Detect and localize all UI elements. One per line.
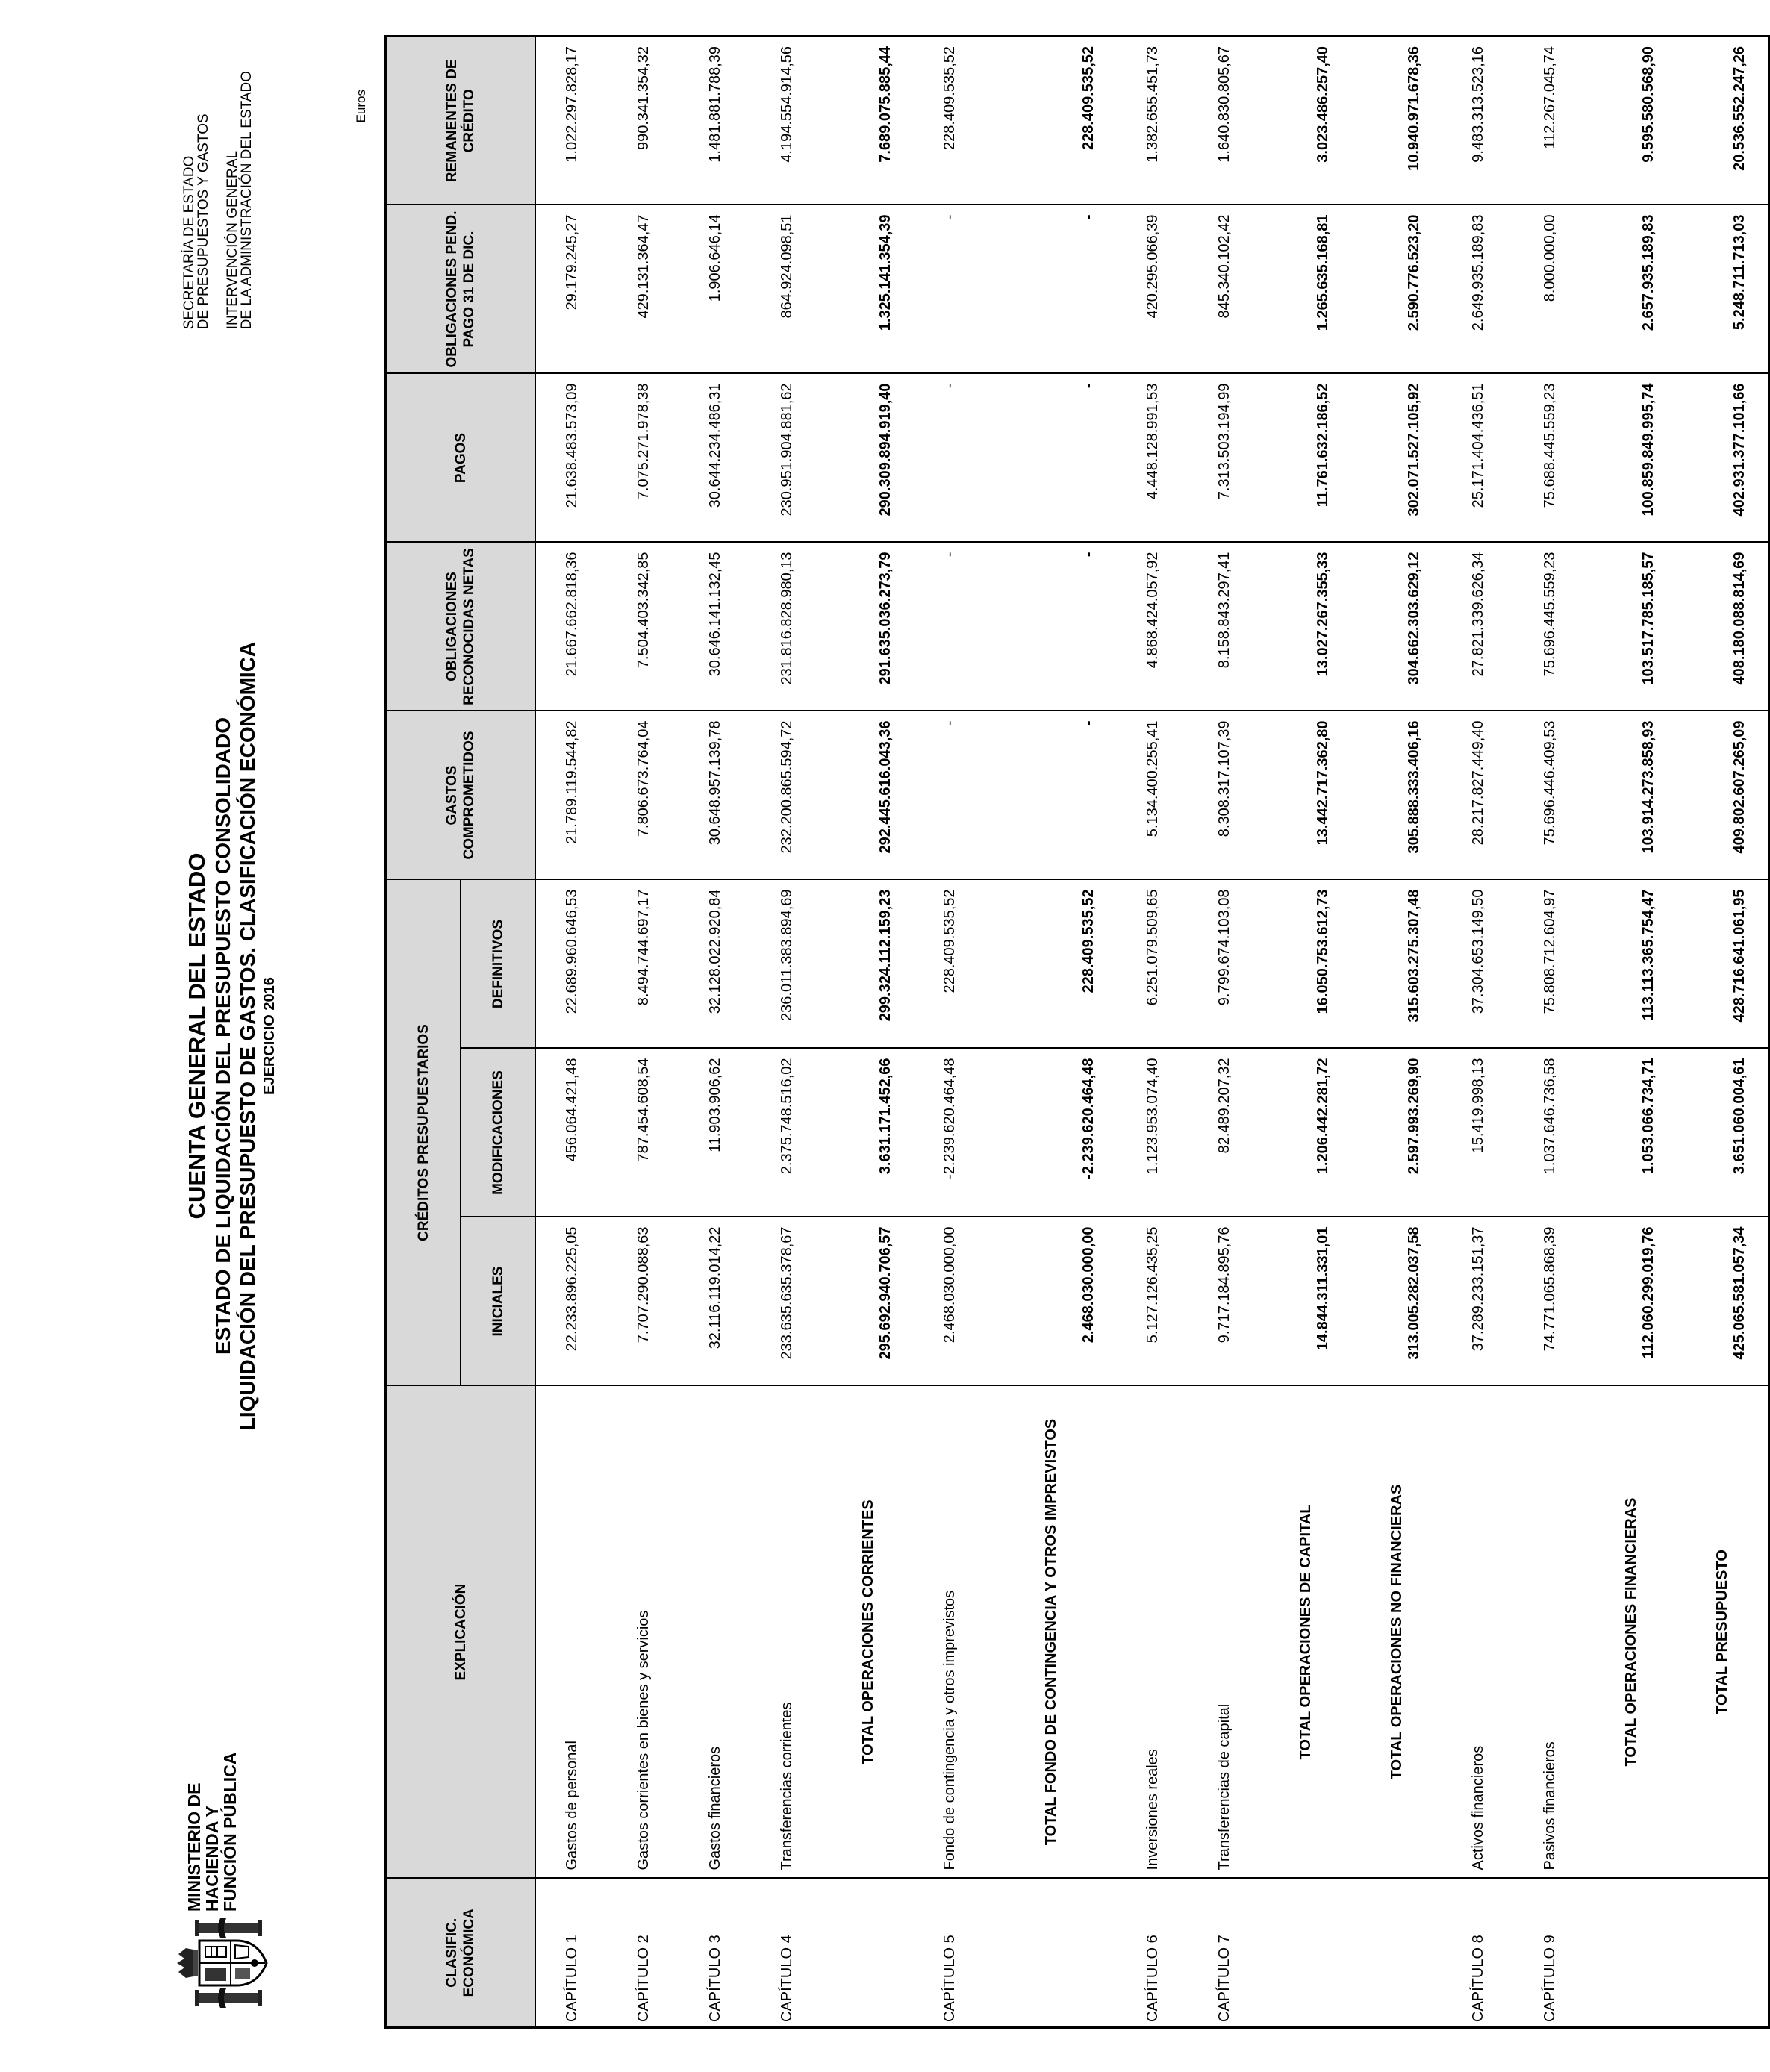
cell-modificaciones: 1.123.953.074,40 [1117, 1049, 1188, 1217]
cell-modificaciones: 3.651.060.004,61 [1677, 1049, 1769, 1217]
table-body [535, 37, 1769, 2028]
cell-gastos: 13.442.717.362,80 [1260, 711, 1351, 880]
table-row [608, 37, 679, 2028]
ministry-line: HACIENDA Y [202, 1806, 222, 1912]
cell-pendientes: 1.325.141.354,39 [823, 205, 914, 374]
cell-modificaciones: 2.597.993.269,90 [1351, 1049, 1442, 1217]
cell-definitivos: 299.324.112.159,23 [823, 880, 914, 1049]
cell-gastos: 292.445.616.043,36 [823, 711, 914, 880]
cell-gastos: 103.914.273.858,93 [1586, 711, 1677, 880]
cell-pagos: 290.309.894.919,40 [823, 374, 914, 543]
issuing-office [182, 71, 254, 329]
budget-liquidation-table [384, 35, 1770, 2029]
cell-exp: Transferencias de capital [1188, 1386, 1260, 1879]
cell-iniciales: 5.127.126.435,25 [1117, 1217, 1188, 1386]
cell-pendientes: 1.265.635.168,81 [1260, 205, 1351, 374]
cell-exp: Gastos de personal [535, 1386, 608, 1879]
cell-modificaciones: 1.206.442.281,72 [1260, 1049, 1351, 1217]
title-line-1: CUENTA GENERAL DEL ESTADO [184, 852, 210, 1220]
ministry-line: FUNCIÓN PÚBLICA [220, 1752, 240, 1912]
cell-modificaciones: 1.053.066.734,71 [1586, 1049, 1677, 1217]
cell-iniciales: 74.771.065.868,39 [1514, 1217, 1586, 1386]
cell-exp: Inversiones reales [1117, 1386, 1188, 1879]
cell-pagos: 230.951.904.881,62 [751, 374, 823, 543]
cell-exp: TOTAL OPERACIONES NO FINANCIERAS [1351, 1386, 1442, 1879]
cell-modificaciones: 3.631.171.452,66 [823, 1049, 914, 1217]
cell-gastos: 5.134.400.255,41 [1117, 711, 1188, 880]
cell-remanentes: 1.022.297.828,17 [535, 37, 608, 205]
cell-obligaciones: 13.027.267.355,33 [1260, 543, 1351, 711]
cell-pagos: 4.448.128.991,53 [1117, 374, 1188, 543]
table-row [535, 37, 608, 2028]
cell-iniciales: 32.116.119.014,22 [679, 1217, 751, 1386]
cell-pendientes: 5.248.711.713,03 [1677, 205, 1769, 374]
cell-clas [985, 1879, 1117, 2028]
header-iniciales: INICIALES [461, 1217, 535, 1386]
cell-pendientes: 2.590.776.523,20 [1351, 205, 1442, 374]
total-row [1260, 37, 1351, 2028]
units-label: Euros [354, 90, 368, 123]
cell-gastos: - [985, 711, 1117, 880]
table-row [914, 37, 985, 2028]
cell-clas: CAPÍTULO 3 [679, 1879, 751, 2028]
table-row [679, 37, 751, 2028]
cell-gastos: 75.696.446.409,53 [1514, 711, 1586, 880]
cell-remanentes: 228.409.535,52 [985, 37, 1117, 205]
cell-pendientes: - [914, 205, 985, 374]
cell-remanentes: 112.267.045,74 [1514, 37, 1586, 205]
cell-iniciales: 22.233.896.225,05 [535, 1217, 608, 1386]
cell-exp: Gastos financieros [679, 1386, 751, 1879]
cell-exp: Fondo de contingencia y otros imprevistos [914, 1386, 985, 1879]
header-remanentes: REMANENTES DE CRÉDITO [386, 37, 536, 205]
total-row [1586, 37, 1677, 2028]
table-row [1442, 37, 1514, 2028]
table-row [1514, 37, 1586, 2028]
cell-clas [823, 1879, 914, 2028]
cell-pagos: 7.075.271.978,38 [608, 374, 679, 543]
cell-clas: CAPÍTULO 6 [1117, 1879, 1188, 2028]
cell-pendientes: 1.906.646,14 [679, 205, 751, 374]
cell-definitivos: 9.799.674.103,08 [1188, 880, 1260, 1049]
cell-obligaciones: 408.180.088.814,69 [1677, 543, 1769, 711]
header-modificaciones: MODIFICACIONES [461, 1049, 535, 1217]
cell-definitivos: 228.409.535,52 [914, 880, 985, 1049]
title-line-3: LIQUIDACIÓN DEL PRESUPUESTO DE GASTOS. CLASIFICACIÓN ECONÓMICA [236, 641, 259, 1431]
cell-clas [1586, 1879, 1677, 2028]
cell-gastos: 7.806.673.764,04 [608, 711, 679, 880]
cell-definitivos: 428.716.641.061,95 [1677, 880, 1769, 1049]
cell-definitivos: 75.808.712.604,97 [1514, 880, 1586, 1049]
cell-iniciales: 233.635.635.378,67 [751, 1217, 823, 1386]
cell-iniciales: 37.289.233.151,37 [1442, 1217, 1514, 1386]
cell-definitivos: 113.113.365.754,47 [1586, 880, 1677, 1049]
cell-gastos: 409.802.607.265,09 [1677, 711, 1769, 880]
cell-clas [1351, 1879, 1442, 2028]
cell-exp: TOTAL PRESUPUESTO [1677, 1386, 1769, 1879]
cell-modificaciones: 456.064.421,48 [535, 1049, 608, 1217]
cell-remanentes: 3.023.486.257,40 [1260, 37, 1351, 205]
cell-definitivos: 16.050.753.612,73 [1260, 880, 1351, 1049]
cell-obligaciones: 304.662.303.629,12 [1351, 543, 1442, 711]
cell-definitivos: 236.011.383.894,69 [751, 880, 823, 1049]
header-creditos-group: CRÉDITOS PRESUPUESTARIOS [386, 880, 461, 1386]
cell-obligaciones: - [914, 543, 985, 711]
cell-clas [1260, 1879, 1351, 2028]
cell-gastos: 30.648.957.139,78 [679, 711, 751, 880]
cell-gastos: 232.200.865.594,72 [751, 711, 823, 880]
cell-definitivos: 6.251.079.509,65 [1117, 880, 1188, 1049]
cell-obligaciones: 7.504.403.342,85 [608, 543, 679, 711]
cell-clas: CAPÍTULO 1 [535, 1879, 608, 2028]
cell-obligaciones: - [985, 543, 1117, 711]
ministry-line: MINISTERIO DE [184, 1782, 204, 1912]
cell-remanentes: 9.483.313.523,16 [1442, 37, 1514, 205]
intervencion-line: DE LA ADMINISTRACIÓN DEL ESTADO [239, 71, 255, 330]
cell-obligaciones: 21.667.662.818,36 [535, 543, 608, 711]
cell-modificaciones: 2.375.748.516,02 [751, 1049, 823, 1217]
cell-iniciales: 7.707.290.088,63 [608, 1217, 679, 1386]
cell-remanentes: 7.689.075.885,44 [823, 37, 914, 205]
cell-definitivos: 228.409.535,52 [985, 880, 1117, 1049]
cell-remanentes: 1.481.881.788,39 [679, 37, 751, 205]
cell-remanentes: 228.409.535,52 [914, 37, 985, 205]
cell-definitivos: 37.304.653.149,50 [1442, 880, 1514, 1049]
cell-pagos: 402.931.377.101,66 [1677, 374, 1769, 543]
cell-clas: CAPÍTULO 7 [1188, 1879, 1260, 2028]
cell-pagos: - [914, 374, 985, 543]
cell-clas [1677, 1879, 1769, 2028]
cell-remanentes: 990.341.354,32 [608, 37, 679, 205]
cell-definitivos: 22.689.960.646,53 [535, 880, 608, 1049]
cell-pendientes: 2.649.935.189,83 [1442, 205, 1514, 374]
secretaria-line: DE PRESUPUESTOS Y GASTOS [196, 113, 211, 330]
cell-clas: CAPÍTULO 2 [608, 1879, 679, 2028]
cell-modificaciones: 11.903.906,62 [679, 1049, 751, 1217]
cell-iniciales: 295.692.940.706,57 [823, 1217, 914, 1386]
cell-exp: TOTAL OPERACIONES DE CAPITAL [1260, 1386, 1351, 1879]
cell-clas: CAPÍTULO 9 [1514, 1879, 1586, 2028]
cell-iniciales: 14.844.311.331,01 [1260, 1217, 1351, 1386]
cell-exp: TOTAL OPERACIONES FINANCIERAS [1586, 1386, 1677, 1879]
cell-remanentes: 1.382.655.451,73 [1117, 37, 1188, 205]
cell-exp: TOTAL FONDO DE CONTINGENCIA Y OTROS IMPREVISTOS [985, 1386, 1117, 1879]
cell-obligaciones: 4.868.424.057,92 [1117, 543, 1188, 711]
table-row [751, 37, 823, 2028]
cell-clas: CAPÍTULO 4 [751, 1879, 823, 2028]
cell-pagos: 25.171.404.436,51 [1442, 374, 1514, 543]
table-row [1117, 37, 1188, 2028]
cell-exp: Pasivos financieros [1514, 1386, 1586, 1879]
header-explicacion: EXPLICACIÓN [386, 1386, 536, 1879]
header-clasif: CLASIFIC. ECONÓMICA [386, 1879, 536, 2028]
cell-remanentes: 10.940.971.678,36 [1351, 37, 1442, 205]
cell-exp: Transferencias corrientes [751, 1386, 823, 1879]
cell-iniciales: 313.005.282.037,58 [1351, 1217, 1442, 1386]
cell-pagos: 21.638.483.573,09 [535, 374, 608, 543]
cell-pendientes: - [985, 205, 1117, 374]
cell-gastos: 305.888.333.406,16 [1351, 711, 1442, 880]
cell-definitivos: 8.494.744.697,17 [608, 880, 679, 1049]
cell-pendientes: 864.924.098,51 [751, 205, 823, 374]
cell-pagos: 302.071.527.105,92 [1351, 374, 1442, 543]
cell-remanentes: 1.640.830.805,67 [1188, 37, 1260, 205]
cell-iniciales: 425.065.581.057,34 [1677, 1217, 1769, 1386]
cell-iniciales: 2.468.030.000,00 [985, 1217, 1117, 1386]
header-definitivos: DEFINITIVOS [461, 880, 535, 1049]
total-row [1351, 37, 1442, 2028]
cell-pagos: - [985, 374, 1117, 543]
cell-pendientes: 8.000.000,00 [1514, 205, 1586, 374]
cell-gastos: 28.217.827.449,40 [1442, 711, 1514, 880]
title-line-2: ESTADO DE LIQUIDACIÓN DEL PRESUPUESTO CONSOLIDADO [211, 717, 234, 1355]
cell-gastos: 8.308.317.107,39 [1188, 711, 1260, 880]
cell-exp: Activos financieros [1442, 1386, 1514, 1879]
cell-obligaciones: 30.646.141.132,45 [679, 543, 751, 711]
cell-exp: TOTAL OPERACIONES CORRIENTES [823, 1386, 914, 1879]
cell-pagos: 100.859.849.995,74 [1586, 374, 1677, 543]
cell-obligaciones: 231.816.828.980,13 [751, 543, 823, 711]
secretaria-line: SECRETARÍA DE ESTADO [181, 155, 197, 330]
cell-modificaciones: 1.037.646.736,58 [1514, 1049, 1586, 1217]
cell-remanentes: 9.595.580.568,90 [1586, 37, 1677, 205]
cell-obligaciones: 27.821.339.626,34 [1442, 543, 1514, 711]
cell-gastos: 21.789.119.544,82 [535, 711, 608, 880]
cell-definitivos: 315.603.275.307,48 [1351, 880, 1442, 1049]
cell-pendientes: 420.295.066,39 [1117, 205, 1188, 374]
cell-pendientes: 2.657.935.189,83 [1586, 205, 1677, 374]
cell-pagos: 11.761.632.186,52 [1260, 374, 1351, 543]
cell-clas: CAPÍTULO 5 [914, 1879, 985, 2028]
cell-obligaciones: 8.158.843.297,41 [1188, 543, 1260, 711]
cell-clas: CAPÍTULO 8 [1442, 1879, 1514, 2028]
cell-pendientes: 845.340.102,42 [1188, 205, 1260, 374]
cell-iniciales: 2.468.030.000,00 [914, 1217, 985, 1386]
cell-modificaciones: 787.454.608,54 [608, 1049, 679, 1217]
cell-modificaciones: 82.489.207,32 [1188, 1049, 1260, 1217]
title-line-4: EJERCICIO 2016 [261, 977, 278, 1095]
cell-obligaciones: 75.696.445.559,23 [1514, 543, 1586, 711]
cell-modificaciones: 15.419.998,13 [1442, 1049, 1514, 1217]
cell-exp: Gastos corrientes en bienes y servicios [608, 1386, 679, 1879]
cell-gastos: - [914, 711, 985, 880]
total-row [985, 37, 1117, 2028]
table-row [1188, 37, 1260, 2028]
header-gastos: GASTOS COMPROMETIDOS [386, 711, 536, 880]
header-pagos: PAGOS [386, 374, 536, 543]
cell-pagos: 30.644.234.486,31 [679, 374, 751, 543]
cell-iniciales: 9.717.184.895,76 [1188, 1217, 1260, 1386]
cell-iniciales: 112.060.299.019,76 [1586, 1217, 1677, 1386]
cell-pendientes: 29.179.245,27 [535, 205, 608, 374]
cell-pendientes: 429.131.364,47 [608, 205, 679, 374]
intervencion-line: INTERVENCIÓN GENERAL [225, 150, 240, 330]
cell-modificaciones: -2.239.620.464,48 [914, 1049, 985, 1217]
cell-obligaciones: 103.517.785.185,57 [1586, 543, 1677, 711]
cell-definitivos: 32.128.022.920,84 [679, 880, 751, 1049]
total-row [823, 37, 914, 2028]
cell-remanentes: 4.194.554.914,56 [751, 37, 823, 205]
cell-obligaciones: 291.635.036.273,79 [823, 543, 914, 711]
cell-modificaciones: -2.239.620.464,48 [985, 1049, 1117, 1217]
cell-remanentes: 20.536.552.247,26 [1677, 37, 1769, 205]
header-pendientes: OBLIGACIONES PEND. PAGO 31 DE DIC. [386, 205, 536, 374]
header-obligaciones: OBLIGACIONES RECONOCIDAS NETAS [386, 543, 536, 711]
total-row [1677, 37, 1769, 2028]
cell-pagos: 7.313.503.194,99 [1188, 374, 1260, 543]
cell-pagos: 75.688.445.559,23 [1514, 374, 1586, 543]
